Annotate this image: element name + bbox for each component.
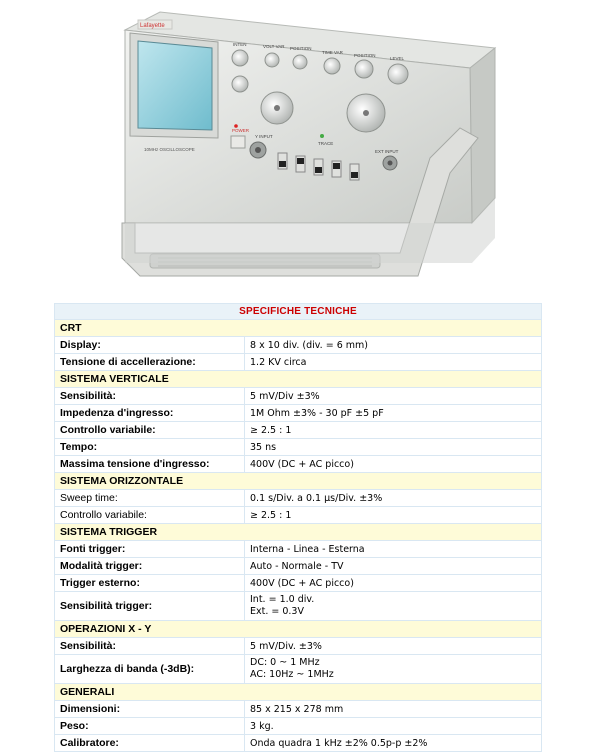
spec-value: 85 x 215 x 278 mm: [250, 703, 344, 715]
spec-row: [55, 558, 542, 575]
spec-row: [55, 439, 542, 456]
spec-value: Auto - Normale - TV: [250, 560, 344, 572]
position2-knob: [355, 60, 373, 78]
svg-text:POWER: POWER: [232, 128, 250, 133]
spec-value: 1M Ohm ±3% - 30 pF ±5 pF: [250, 407, 384, 419]
spec-row: [55, 718, 542, 735]
oscilloscope-illustration: [100, 8, 500, 304]
spec-value-cell: [245, 456, 542, 473]
section-title: SISTEMA TRIGGER: [55, 524, 542, 541]
spec-label: Fonti trigger:: [55, 541, 245, 558]
level-knob: [388, 64, 408, 84]
svg-text:LEVEL: LEVEL: [390, 56, 405, 61]
spec-value: Interna - Linea - Esterna: [250, 543, 365, 555]
svg-text:INTEN: INTEN: [233, 42, 247, 47]
inten-knob: [232, 50, 248, 66]
spec-value: DC: 0 ~ 1 MHz: [250, 657, 320, 668]
crt-screen: [138, 41, 212, 130]
spec-value: Int. = 1.0 div.: [250, 594, 315, 605]
spec-value-cell: [245, 638, 542, 655]
spec-value-cell: [245, 575, 542, 592]
spec-value-cell: [245, 558, 542, 575]
spec-value-second-line: Ext. = 0.3V: [250, 606, 304, 617]
svg-text:Y INPUT: Y INPUT: [255, 134, 273, 139]
spec-value-cell: [245, 718, 542, 735]
section-title: CRT: [55, 320, 542, 337]
spec-label: Sensibilità trigger:: [55, 592, 245, 621]
specs-title-row: [55, 304, 542, 320]
spec-row: [55, 388, 542, 405]
spec-value-cell: [245, 701, 542, 718]
power-button: [231, 136, 245, 148]
spec-value-cell: [245, 405, 542, 422]
spec-label: Controllo variabile:: [55, 422, 245, 439]
spec-value: ≥ 2.5 : 1: [250, 424, 292, 436]
spec-value-cell: [245, 388, 542, 405]
spec-row: [55, 655, 542, 684]
spec-row: [55, 701, 542, 718]
svg-text:POSITION: POSITION: [290, 46, 312, 51]
spec-value-cell: [245, 507, 542, 524]
spec-value: Onda quadra 1 kHz ±2% 0.5p-p ±2%: [250, 737, 428, 749]
oscilloscope-image: [100, 8, 500, 304]
spec-row: [55, 354, 542, 371]
spec-label: Sensibilità:: [55, 388, 245, 405]
spec-row: [55, 490, 542, 507]
spec-row: [55, 638, 542, 655]
spec-value: 1.2 KV circa: [250, 356, 307, 368]
spec-label: Tempo:: [55, 439, 245, 456]
spec-row: [55, 405, 542, 422]
spec-label: Modalità trigger:: [55, 558, 245, 575]
spec-row: [55, 575, 542, 592]
spec-label: Sensibilità:: [55, 638, 245, 655]
spec-row: [55, 735, 542, 752]
spec-label: Controllo variabile:: [55, 507, 245, 524]
spec-value: 3 kg.: [250, 720, 274, 732]
spec-value-cell: [245, 735, 542, 752]
spec-label: Larghezza di banda (-3dB):: [55, 655, 245, 684]
specs-table: [54, 303, 542, 752]
spec-value-cell: [245, 439, 542, 456]
volt-var-knob: [265, 53, 279, 67]
spec-row: [55, 541, 542, 558]
spec-row: [55, 592, 542, 621]
spec-value: 35 ns: [250, 441, 277, 453]
spec-label: Display:: [55, 337, 245, 354]
section-title: SISTEMA ORIZZONTALE: [55, 473, 542, 490]
section-title: SISTEMA VERTICALE: [55, 371, 542, 388]
svg-text:EXT INPUT: EXT INPUT: [375, 149, 399, 154]
time-var-knob: [324, 58, 340, 74]
spec-row: [55, 422, 542, 439]
section-header: [55, 473, 542, 490]
focus-knob: [232, 76, 248, 92]
spec-row: [55, 456, 542, 473]
spec-label: Massima tensione d'ingresso:: [55, 456, 245, 473]
section-header: [55, 371, 542, 388]
spec-value: 0.1 s/Div. a 0.1 µs/Div. ±3%: [250, 492, 383, 504]
svg-text:VOLT VAR: VOLT VAR: [263, 44, 285, 49]
spec-value-cell: [245, 422, 542, 439]
spec-label: Impedenza d'ingresso:: [55, 405, 245, 422]
spec-value-second-line: AC: 10Hz ~ 1MHz: [250, 669, 334, 680]
section-header: [55, 621, 542, 638]
spec-row: [55, 337, 542, 354]
spec-value-cell: [245, 655, 542, 684]
svg-text:TRACE: TRACE: [318, 141, 334, 146]
spec-label: Trigger esterno:: [55, 575, 245, 592]
spec-value: 400V (DC + AC picco): [250, 458, 354, 470]
section-header: [55, 524, 542, 541]
section-title: GENERALI: [55, 684, 542, 701]
spec-row: [55, 507, 542, 524]
spec-value-cell: [245, 354, 542, 371]
specs-title: SPECIFICHE TECNICHE: [55, 304, 542, 320]
spec-value: ≥ 2.5 : 1: [250, 509, 292, 521]
spec-label: Dimensioni:: [55, 701, 245, 718]
spec-label: Calibratore:: [55, 735, 245, 752]
svg-text:POSITION: POSITION: [354, 53, 376, 58]
spec-value: 5 mV/Div. ±3%: [250, 640, 322, 652]
spec-value: 400V (DC + AC picco): [250, 577, 354, 589]
section-header: [55, 684, 542, 701]
spec-value: 8 x 10 div. (div. = 6 mm): [250, 339, 368, 351]
spec-label: Peso:: [55, 718, 245, 735]
spec-value-cell: [245, 592, 542, 621]
spec-value-cell: [245, 490, 542, 507]
spec-label: Tensione di accellerazione:: [55, 354, 245, 371]
section-header: [55, 320, 542, 337]
spec-value-cell: [245, 541, 542, 558]
spec-label: Sweep time:: [55, 490, 245, 507]
position-knob: [293, 55, 307, 69]
model-label: 10MHz OSCILLOSCOPE: [144, 147, 195, 152]
brand-label: Lafayette: [140, 23, 165, 29]
section-title: OPERAZIONI X - Y: [55, 621, 542, 638]
spec-value: 5 mV/Div ±3%: [250, 390, 320, 402]
spec-value-cell: [245, 337, 542, 354]
svg-text:TIME VAR: TIME VAR: [322, 50, 343, 55]
